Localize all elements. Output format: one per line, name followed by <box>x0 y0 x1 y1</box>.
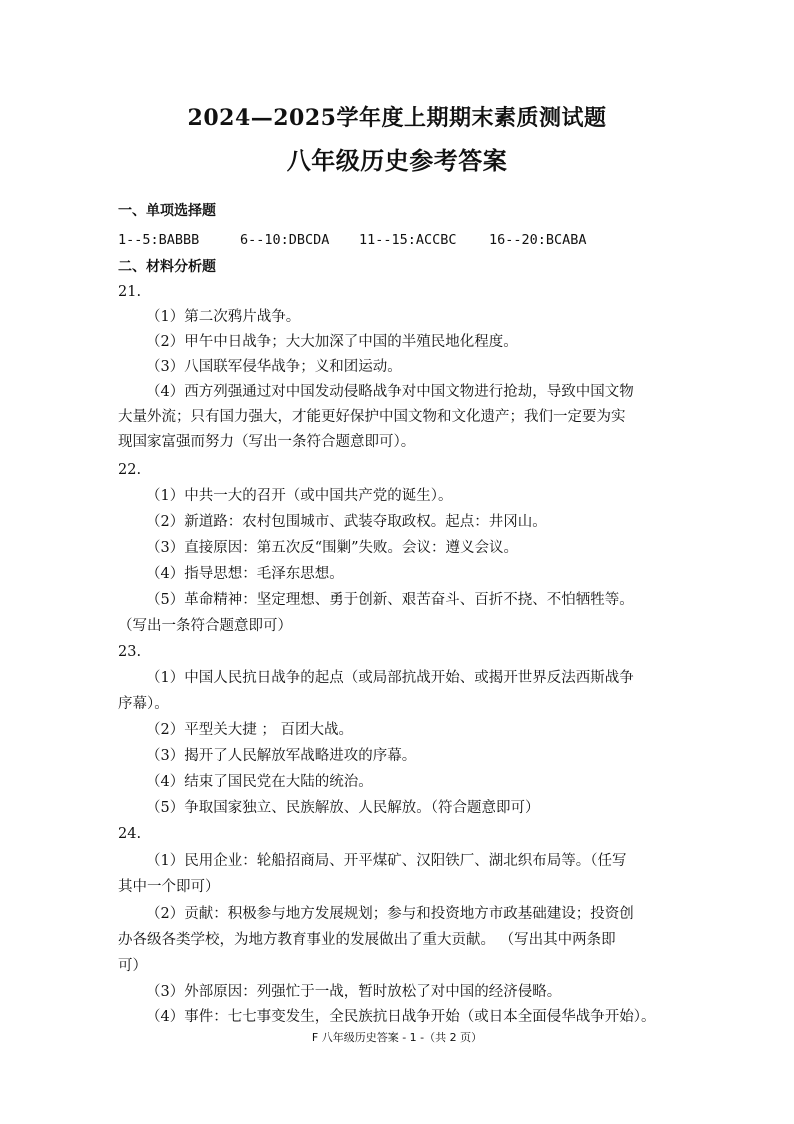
section-heading-material-analysis: 二、材料分析题 <box>118 259 216 275</box>
answer-line: 现国家富强而努力（写出一条符合题意即可）。 <box>118 434 416 450</box>
answer-line: 序幕）。 <box>118 696 169 712</box>
answer-line: 大量外流；只有国力强大，才能更好保护中国文物和文化遗产；我们一定要为实 <box>118 409 626 425</box>
answer-group: 16--20:BCABA <box>489 232 587 248</box>
answer-line: 可） <box>118 958 147 974</box>
answer-line: （2）平型关大捷 ； 百团大战。 <box>146 722 353 738</box>
answer-line: （1）民用企业：轮船招商局、开平煤矿、汉阳铁厂、湖北织布局等。（任写 <box>146 853 627 869</box>
section-heading-multiple-choice: 一、单项选择题 <box>118 203 216 219</box>
answer-line: （3）揭开了人民解放军战略进攻的序幕。 <box>146 748 417 764</box>
answer-line: （2）新道路：农村包围城市、武装夺取政权。起点：井冈山。 <box>146 514 547 530</box>
answer-line: （2）贡献：积极参与地方发展规划；参与和投资地方市政基础建设；投资创 <box>146 906 634 922</box>
answer-line: （3）外部原因：列强忙于一战，暂时放松了对中国的经济侵略。 <box>146 984 562 1000</box>
question-number: 24. <box>118 826 142 842</box>
answer-line: （1）中国人民抗日战争的起点（或局部抗战开始、或揭开世界反法西斯战争 <box>146 670 634 686</box>
multiple-choice-answers <box>118 230 686 250</box>
answer-line: （4）结束了国民党在大陆的统治。 <box>146 774 373 790</box>
answer-line: （写出一条符合题意即可） <box>118 618 292 634</box>
page-title: 2024—2025学年度上期期末素质测试题 <box>187 105 607 131</box>
answer-line: （5）革命精神：坚定理想、勇于创新、艰苦奋斗、百折不挠、不怕牺牲等。 <box>146 592 634 608</box>
answer-line: （3）直接原因：第五次反“围剿”失败。会议：遵义会议。 <box>146 540 519 556</box>
answer-group: 6--10:DBCDA <box>240 232 330 248</box>
answer-group: 1--5:BABBB <box>118 232 200 248</box>
answer-line: （2）甲午中日战争；大大加深了中国的半殖民地化程度。 <box>146 334 518 350</box>
answer-line: （4）事件：七七事变发生，全民族抗日战争开始（或日本全面侵华战争开始）。 <box>146 1009 656 1025</box>
answer-line: （5）争取国家独立、民族解放、人民解放。（符合题意即可） <box>146 800 540 816</box>
page-footer: F 八年级历史答案 - 1 -（共 2 页） <box>311 1031 483 1044</box>
answer-line: （1）中共一大的召开（或中国共产党的诞生）。 <box>146 488 453 504</box>
answer-line: 办各级各类学校，为地方教育事业的发展做出了重大贡献。 （写出其中两条即 <box>118 932 616 948</box>
question-number: 23. <box>118 644 142 660</box>
page-subtitle: 八年级历史参考答案 <box>286 146 508 175</box>
question-number: 21. <box>118 284 142 300</box>
answer-line: （4）西方列强通过对中国发动侵略战争对中国文物进行抢劫，导致中国文物 <box>146 384 634 400</box>
answer-group: 11--15:ACCBC <box>359 232 457 248</box>
answer-line: （3）八国联军侵华战争；义和团运动。 <box>146 359 402 375</box>
question-number: 22. <box>118 462 142 478</box>
answer-line: 其中一个即可） <box>118 879 220 895</box>
answer-line: （4）指导思想：毛泽东思想。 <box>146 566 344 582</box>
answer-line: （1）第二次鸦片战争。 <box>146 309 301 325</box>
